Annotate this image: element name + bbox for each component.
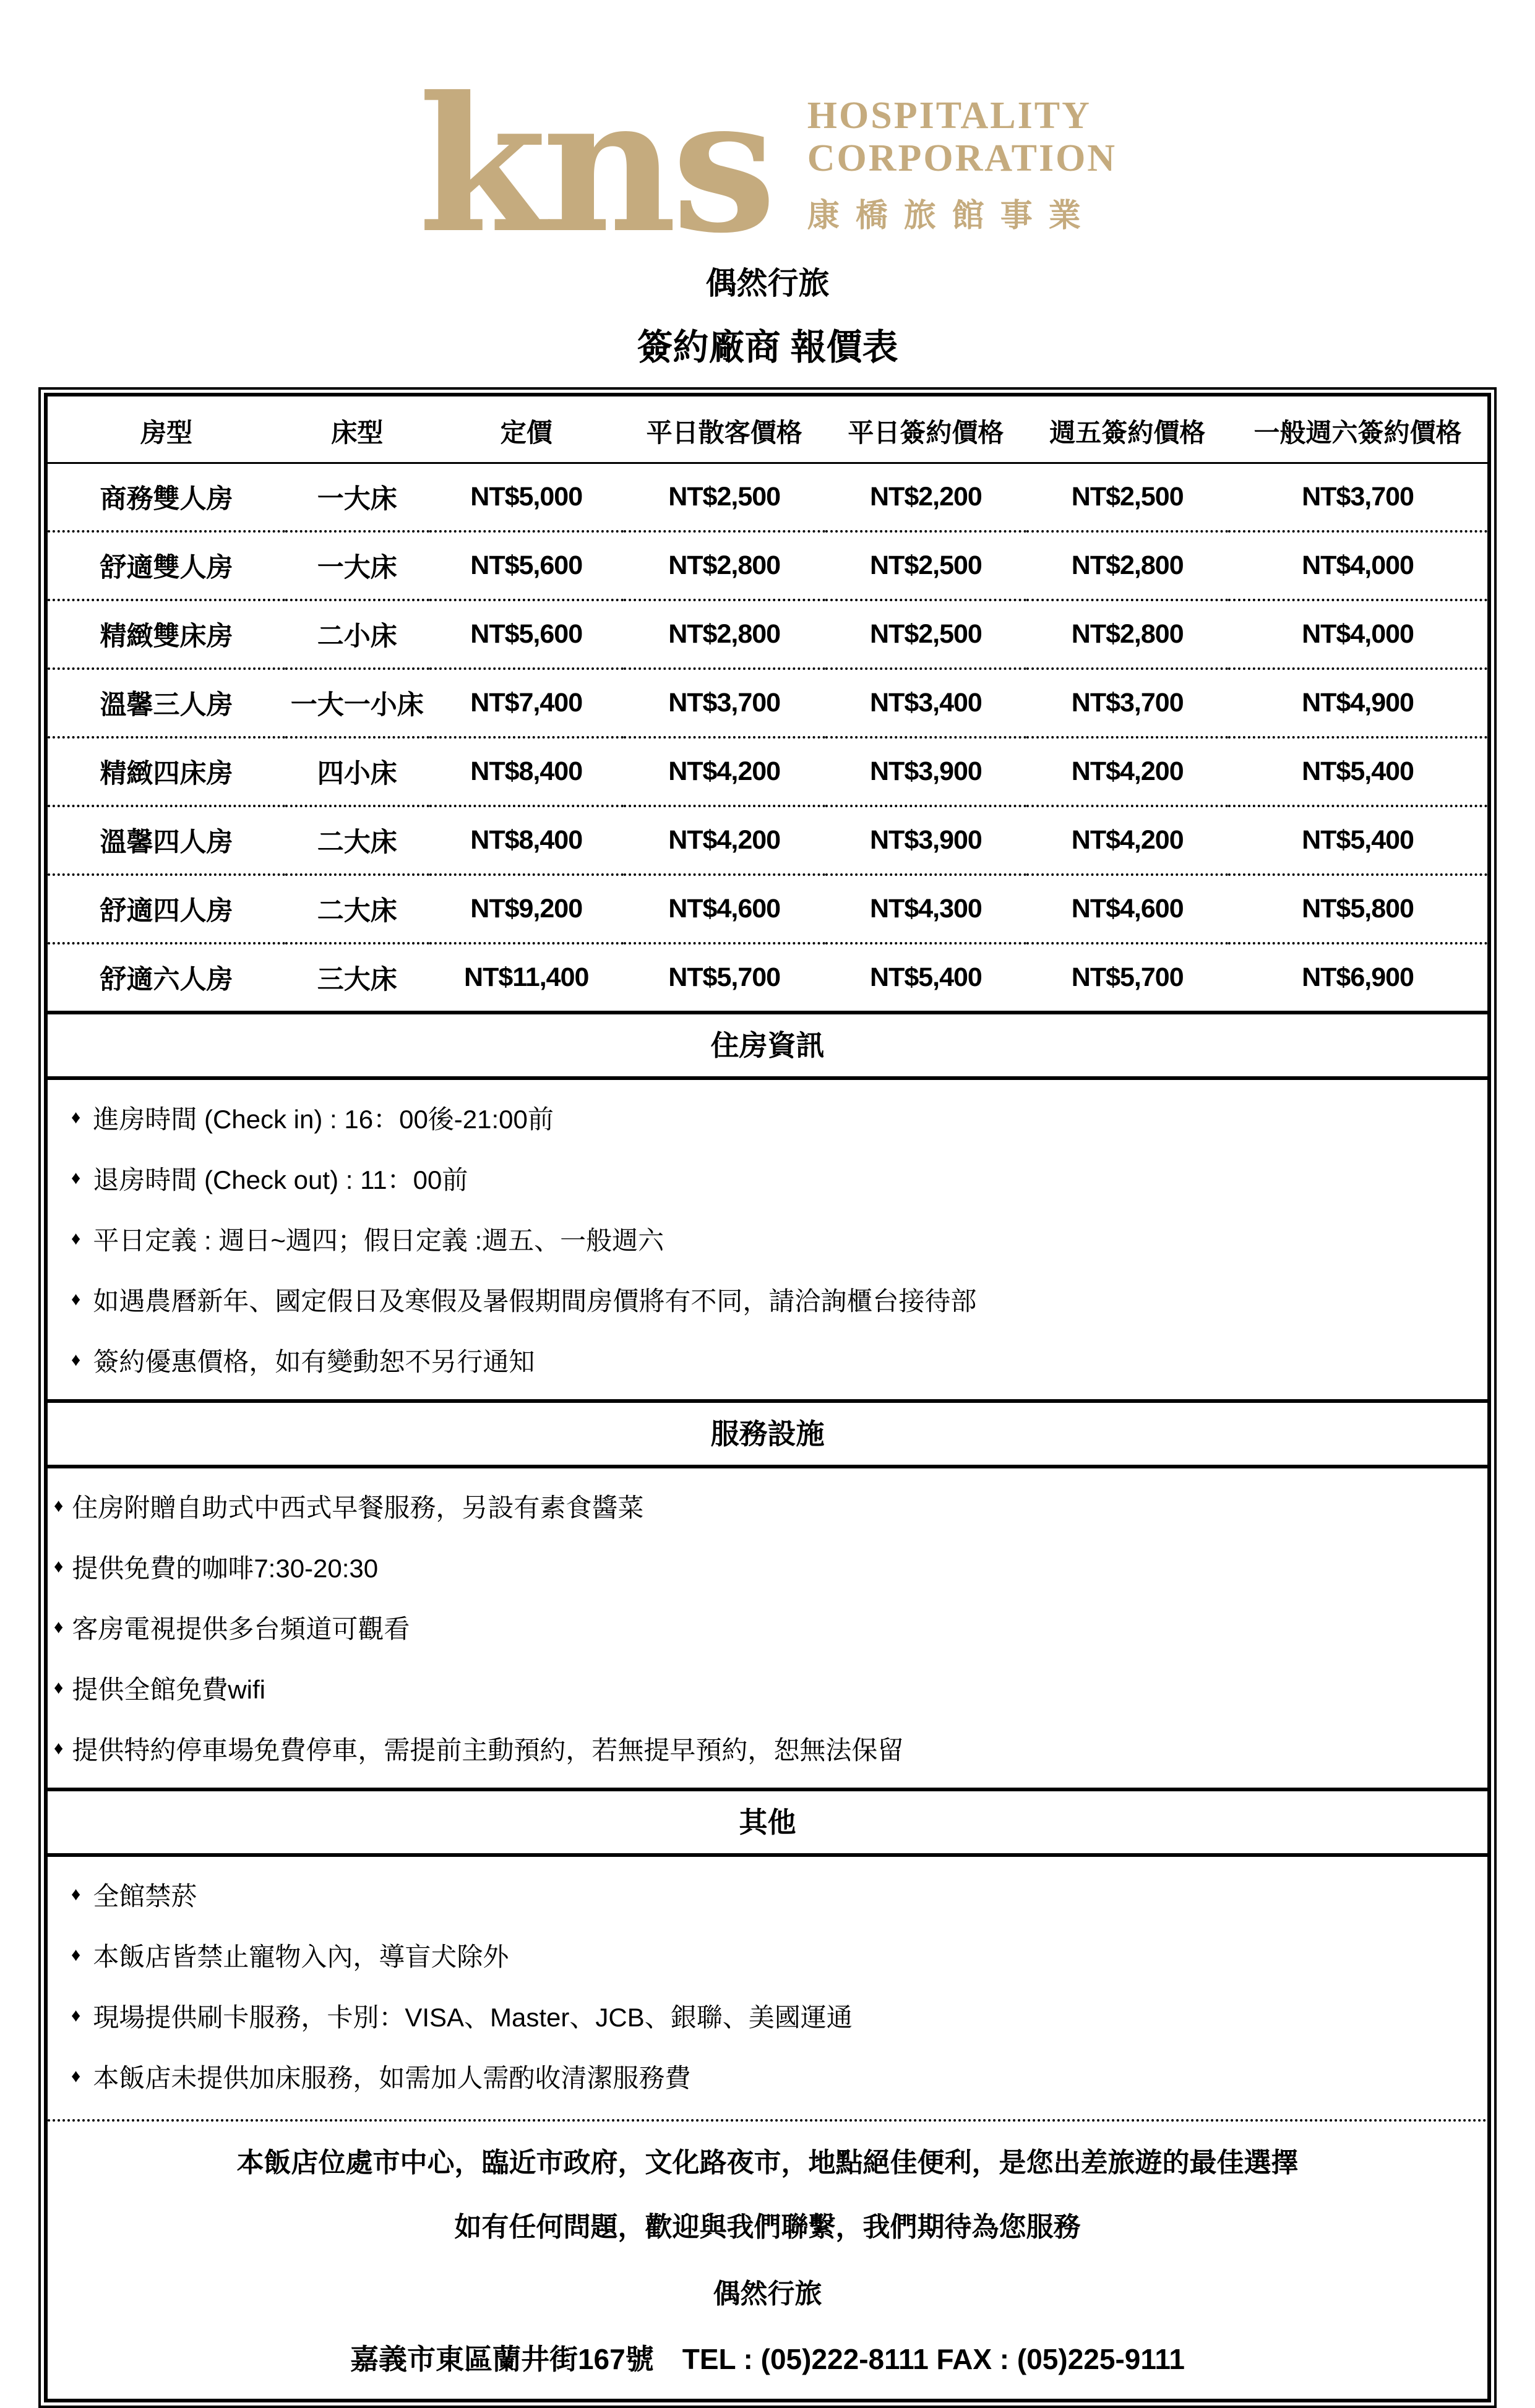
list-price-cell: NT$8,400: [429, 737, 624, 806]
room-info-list: [48, 1080, 1487, 1399]
diamond-bullet-icon: ♦: [54, 1738, 64, 1759]
weekday-contract-cell: NT$3,400: [825, 669, 1027, 737]
list-price-cell: NT$5,000: [470, 482, 583, 512]
weekday-contract-cell: NT$3,900: [825, 806, 1027, 875]
weekday-contract-cell: NT$2,500: [825, 531, 1027, 600]
list-price-cell: NT$5,600: [429, 600, 624, 669]
list-item-text: 簽約優惠價格，如有變動恕不另行通知: [93, 1347, 535, 1376]
list-item: [65, 1986, 1470, 2046]
saturday-contract-cell: NT$4,000: [1228, 600, 1487, 669]
weekday-contract-cell: NT$2,200: [870, 482, 982, 512]
weekday-walkin-cell: NT$4,600: [624, 875, 825, 943]
list-item-text: 提供特約停車場免費停車，需提前主動預約，若無提早預約，恕無法保留: [72, 1736, 904, 1765]
list-item: [53, 1536, 1470, 1597]
table-row: [48, 737, 1487, 806]
friday-contract-cell: NT$4,200: [1026, 806, 1228, 875]
bed-type-cell: 一大床: [317, 484, 397, 514]
diamond-bullet-icon: ♦: [71, 1168, 81, 1188]
footer-note: [48, 2122, 1487, 2399]
list-item-text: 住房附贈自助式中西式早餐服務，另設有素食醬菜: [72, 1493, 644, 1522]
list-item-text: 本飯店未提供加床服務，如需加人需酌收清潔服務費: [93, 2063, 691, 2093]
list-item: [53, 1597, 1470, 1658]
list-item: [53, 1476, 1470, 1536]
list-item-text: 全館禁菸: [93, 1882, 197, 1911]
section-title-others: 其他: [48, 1788, 1487, 1857]
list-item-text: 客房電視提供多台頻道可觀看: [72, 1614, 410, 1643]
weekday-walkin-cell: NT$2,800: [624, 600, 825, 669]
friday-contract-cell: NT$2,800: [1026, 600, 1228, 669]
col-header-friday-contract: 週五簽約價格: [1026, 396, 1228, 463]
weekday-walkin-cell: NT$4,200: [624, 737, 825, 806]
list-item-text: 平日定義 : 週日~週四；假日定義 :週五、一般週六: [93, 1226, 664, 1255]
col-header-list-price: 定價: [429, 396, 624, 463]
list-price-cell: NT$7,400: [429, 669, 624, 737]
saturday-contract-cell: NT$3,700: [1302, 482, 1414, 512]
services-list: [48, 1468, 1487, 1788]
table-row: [48, 463, 1487, 532]
logo-chinese-line: 康橋旅館事業: [807, 197, 1097, 234]
hotel-name-title: 偶然行旅: [705, 266, 830, 301]
col-header-weekday-walkin: 平日散客價格: [624, 396, 825, 463]
saturday-contract-cell: NT$5,400: [1228, 737, 1487, 806]
content-box: [38, 387, 1497, 2408]
location-note: 本飯店位處市中心，臨近市政府，文化路夜市，地點絕佳便利，是您出差旅遊的最佳選擇: [236, 2148, 1299, 2178]
weekday-walkin-cell: NT$2,800: [624, 531, 825, 600]
kns-brand-mark: kns: [418, 56, 772, 274]
saturday-contract-cell: NT$4,900: [1228, 669, 1487, 737]
diamond-bullet-icon: ♦: [71, 1884, 81, 1905]
bed-type-cell: 四小床: [285, 737, 429, 806]
table-row: [48, 531, 1487, 600]
diamond-bullet-icon: ♦: [71, 1289, 81, 1309]
diamond-bullet-icon: ♦: [71, 1945, 81, 1965]
bed-type-cell: 一大床: [285, 531, 429, 600]
friday-contract-cell: NT$2,500: [1071, 482, 1184, 512]
room-type-cell: 溫馨三人房: [48, 669, 285, 737]
weekday-walkin-cell: NT$4,200: [624, 806, 825, 875]
list-price-cell: NT$5,600: [429, 531, 624, 600]
contact-note: 如有任何問題，歡迎與我們聯繫，我們期待為您服務: [454, 2212, 1081, 2242]
bed-type-cell: 二大床: [285, 875, 429, 943]
diamond-bullet-icon: ♦: [71, 1350, 81, 1370]
friday-contract-cell: NT$2,800: [1026, 531, 1228, 600]
logo-text-block: [807, 95, 1117, 235]
hotel-name-footer: 偶然行旅: [713, 2279, 822, 2309]
diamond-bullet-icon: ♦: [71, 1228, 81, 1249]
list-price-cell: NT$11,400: [429, 943, 624, 1011]
saturday-contract-cell: NT$6,900: [1228, 943, 1487, 1011]
diamond-bullet-icon: ♦: [54, 1556, 64, 1577]
table-header-row: [48, 396, 1487, 463]
saturday-contract-cell: NT$4,000: [1228, 531, 1487, 600]
list-item-text: 進房時間 (Check in) : 16：00後-21:00前: [93, 1105, 554, 1134]
col-header-room-type: 房型: [48, 396, 285, 463]
list-item: [65, 2046, 1470, 2107]
room-type-cell: 舒適六人房: [48, 943, 285, 1011]
weekday-walkin-cell: NT$5,700: [624, 943, 825, 1011]
table-row: [48, 875, 1487, 943]
list-item-text: 現場提供刷卡服務，卡別：VISA、Master、JCB、銀聯、美國運通: [93, 2003, 853, 2032]
list-item-text: 如遇農曆新年、國定假日及寒假及暑假期間房價將有不同，請洽詢櫃台接待部: [93, 1287, 977, 1316]
list-item-text: 本飯店皆禁止寵物入內，導盲犬除外: [93, 1942, 509, 1971]
room-type-cell: 舒適雙人房: [48, 531, 285, 600]
others-list: [48, 1857, 1487, 2115]
diamond-bullet-icon: ♦: [54, 1617, 64, 1637]
address-and-phone: 嘉義市東區蘭井街167號 TEL : (05)222-8111 FAX : (05)225-9111: [350, 2343, 1185, 2375]
weekday-walkin-cell: NT$2,500: [668, 482, 781, 512]
weekday-contract-cell: NT$4,300: [825, 875, 1027, 943]
weekday-walkin-cell: NT$3,700: [624, 669, 825, 737]
list-price-cell: NT$9,200: [429, 875, 624, 943]
saturday-contract-cell: NT$5,400: [1228, 806, 1487, 875]
bed-type-cell: 一大一小床: [285, 669, 429, 737]
list-item: [53, 1718, 1470, 1779]
friday-contract-cell: NT$4,200: [1026, 737, 1228, 806]
price-table: [48, 396, 1487, 1011]
diamond-bullet-icon: ♦: [71, 2005, 81, 2026]
friday-contract-cell: NT$5,700: [1026, 943, 1228, 1011]
list-item: [65, 1269, 1470, 1330]
weekday-contract-cell: NT$5,400: [825, 943, 1027, 1011]
bed-type-cell: 二小床: [285, 600, 429, 669]
col-header-weekday-contract: 平日簽約價格: [825, 396, 1027, 463]
bed-type-cell: 三大床: [285, 943, 429, 1011]
table-row: [48, 600, 1487, 669]
room-type-cell: 溫馨四人房: [48, 806, 285, 875]
list-item-text: 提供全館免費wifi: [72, 1675, 265, 1704]
logo-corporation-line: CORPORATION: [807, 137, 1117, 179]
saturday-contract-cell: NT$5,800: [1228, 875, 1487, 943]
table-row: [48, 806, 1487, 875]
section-title-room-info: 住房資訊: [48, 1011, 1487, 1080]
diamond-bullet-icon: ♦: [71, 2066, 81, 2086]
bed-type-cell: 二大床: [285, 806, 429, 875]
content-box-inner: [44, 393, 1491, 2402]
friday-contract-cell: NT$4,600: [1026, 875, 1228, 943]
list-item: [65, 1864, 1470, 1925]
section-title-services: 服務設施: [48, 1399, 1487, 1468]
diamond-bullet-icon: ♦: [54, 1496, 64, 1516]
col-header-bed-type: 床型: [285, 396, 429, 463]
list-item: [65, 1925, 1470, 1986]
list-item-text: 退房時間 (Check out) : 11：00前: [93, 1165, 468, 1194]
document-header: [0, 0, 1535, 370]
weekday-contract-cell: NT$3,900: [825, 737, 1027, 806]
page-title: 簽約廠商 報價表: [637, 327, 898, 367]
col-header-saturday-contract: 一般週六簽約價格: [1228, 396, 1487, 463]
list-item: [53, 1658, 1470, 1718]
weekday-contract-cell: NT$2,500: [825, 600, 1027, 669]
room-type-cell: 精緻雙床房: [48, 600, 285, 669]
list-item: [65, 1209, 1470, 1269]
diamond-bullet-icon: ♦: [71, 1107, 81, 1128]
logo-hospitality-line: HOSPITALITY: [807, 95, 1091, 137]
friday-contract-cell: NT$3,700: [1026, 669, 1228, 737]
room-type-cell: 商務雙人房: [100, 484, 233, 514]
list-item: [65, 1148, 1470, 1209]
diamond-bullet-icon: ♦: [54, 1677, 64, 1698]
room-type-cell: 舒適四人房: [48, 875, 285, 943]
list-item: [65, 1087, 1470, 1148]
room-type-cell: 精緻四床房: [48, 737, 285, 806]
list-item-text: 提供免費的咖啡7:30-20:30: [72, 1554, 379, 1583]
list-price-cell: NT$8,400: [429, 806, 624, 875]
table-row: [48, 943, 1487, 1011]
list-item: [65, 1330, 1470, 1390]
kns-logo: [0, 56, 1535, 274]
table-row: [48, 669, 1487, 737]
